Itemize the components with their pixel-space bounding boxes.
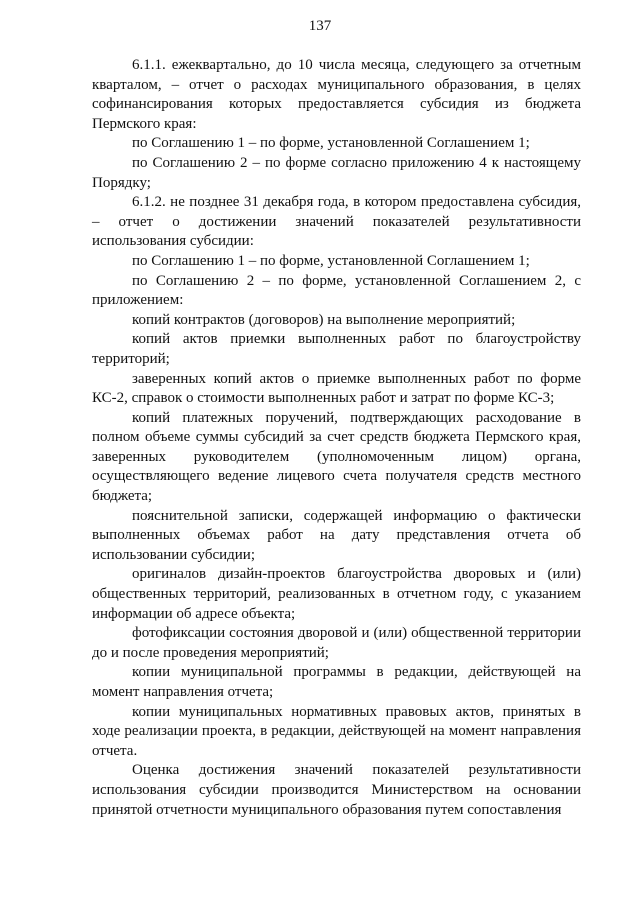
paragraph: Оценка достижения значений показателей результативности использования субсидии производится Министерством на основании принятой отчетности муниципального образования путем сопоставления xyxy=(92,762,581,818)
paragraph: копий актов приемки выполненных работ по благоустройству территорий; xyxy=(92,331,581,367)
paragraph: 6.1.1. ежеквартально, до 10 числа месяца, следующего за отчетным кварталом, – отчет о расходах муниципального образования, в целях софинансирования которых предоставляется субсидия из бюджета Пермского края: xyxy=(92,57,581,132)
paragraph: по Соглашению 1 – по форме, установленной Соглашением 1; xyxy=(132,252,530,269)
paragraph: по Соглашению 2 – по форме согласно приложению 4 к настоящему Порядку; xyxy=(92,154,581,191)
paragraph: копий платежных поручений, подтверждающих расходование в полном объеме суммы субсидий за счет средств бюджета Пермского края, заверенных руководителем (уполномоченным лицом) органа, осуществляющего ведение лицевого счета получателя средств местного бюджета; xyxy=(92,409,581,505)
paragraph: копий контрактов (договоров) на выполнение мероприятий; xyxy=(132,311,516,328)
paragraph: копии муниципальных нормативных правовых актов, принятых в ходе реализации проекта, в редакции, действующей на момент направления отчета. xyxy=(92,703,581,759)
document-body xyxy=(92,56,581,820)
paragraph: фотофиксации состояния дворовой и (или) общественной территории до и после проведения мероприятий; xyxy=(92,625,581,661)
paragraph: оригиналов дизайн-проектов благоустройства дворовых и (или) общественных территорий, реализованных в отчетном году, с указанием информации об адресе объекта; xyxy=(92,566,581,622)
paragraph: 6.1.2. не позднее 31 декабря года, в котором предоставлена субсидия, – отчет о достижении значений показателей результативности использования субсидии: xyxy=(92,194,581,250)
paragraph: заверенных копий актов о приемке выполненных работ по форме КС-2, справок о стоимости выполненных работ и затрат по форме КС-3; xyxy=(92,370,581,407)
paragraph: копии муниципальной программы в редакции, действующей на момент направления отчета; xyxy=(92,664,581,700)
paragraph: по Соглашению 2 – по форме, установленной Соглашением 2, с приложением: xyxy=(92,272,581,309)
paragraph: по Соглашению 1 – по форме, установленной Соглашением 1; xyxy=(132,135,530,152)
page-number: 137 xyxy=(308,18,332,34)
paragraph: пояснительной записки, содержащей информацию о фактически выполненных объемах работ на дату представления отчета об использовании субсидии; xyxy=(92,507,581,563)
